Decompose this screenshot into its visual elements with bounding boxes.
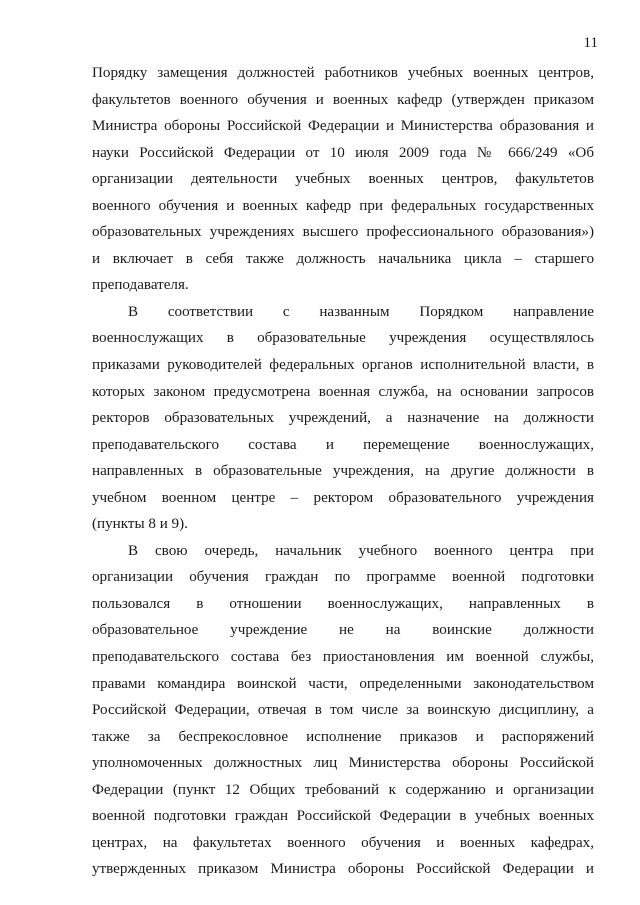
text-line: приказами руководителей федеральных органов исполнительной власти, в bbox=[92, 357, 594, 374]
text-line: пользовался в отношении военнослужащих, направленных в bbox=[92, 595, 594, 612]
text-line: которых законом предусмотрена военная служба, на основании запросов bbox=[92, 383, 594, 400]
text-line: Федерации (пункт 12 Общих требований к содержанию и организации bbox=[92, 781, 594, 798]
text-line: преподавателя. bbox=[92, 277, 189, 294]
text-line: организации деятельности учебных военных центров, факультетов bbox=[92, 171, 594, 188]
text-line: преподавательского состава и перемещение военнослужащих, bbox=[92, 436, 594, 453]
text-line: преподавательского состава без приостановления им военной службы, bbox=[92, 649, 594, 666]
text-line: учебном военном центре – ректором образовательного учреждения bbox=[92, 489, 594, 506]
text-line: центрах, на факультетах военного обучения и военных кафедрах, bbox=[92, 834, 594, 851]
text-line: Министра обороны Российской Федерации и Министерства образования и bbox=[92, 118, 594, 135]
text-line: направленных в образовательные учреждения, на другие должности в bbox=[92, 463, 594, 480]
text-line: утвержденных приказом Министра обороны Российской Федерации и bbox=[92, 861, 594, 878]
text-line: Порядку замещения должностей работников учебных военных центров, bbox=[92, 65, 594, 81]
text-line: правами командира воинской части, определенными законодательством bbox=[92, 675, 594, 692]
text-line: В соответствии с названным Порядком направление bbox=[128, 303, 594, 320]
text-line: образовательных учреждениях высшего профессионального образования») bbox=[92, 224, 594, 241]
paragraph-1 bbox=[92, 60, 594, 299]
paragraph-3 bbox=[92, 538, 594, 883]
page-number: 11 bbox=[583, 35, 598, 51]
paragraph-2 bbox=[92, 299, 594, 538]
text-line: ректоров образовательных учреждений, а назначение на должности bbox=[92, 410, 594, 427]
text-line: организации обучения граждан по программе военной подготовки bbox=[92, 569, 594, 586]
text-line: (пункты 8 и 9). bbox=[92, 516, 188, 533]
text-line: также за беспрекословное исполнение приказов и распоряжений bbox=[92, 728, 594, 745]
text-line: военного обучения и военных кафедр при федеральных государственных bbox=[92, 197, 594, 214]
text-line: образовательное учреждение не на воинские должности bbox=[92, 622, 594, 639]
text-line: науки Российской Федерации от 10 июля 2009 года № 666/249 «Об bbox=[92, 144, 594, 161]
document-body bbox=[92, 60, 594, 883]
text-line: и включает в себя также должность начальника цикла – старшего bbox=[92, 250, 594, 267]
text-line: военнослужащих в образовательные учреждения осуществлялось bbox=[92, 330, 594, 347]
text-line: Российской Федерации, отвечая в том числе за воинскую дисциплину, а bbox=[92, 702, 594, 719]
text-line: уполномоченных должностных лиц Министерства обороны Российской bbox=[92, 755, 594, 772]
text-line: военной подготовки граждан Российской Федерации в учебных военных bbox=[92, 808, 594, 825]
text-line: факультетов военного обучения и военных кафедр (утвержден приказом bbox=[92, 91, 594, 108]
text-line: В свою очередь, начальник учебного военного центра при bbox=[128, 542, 594, 559]
